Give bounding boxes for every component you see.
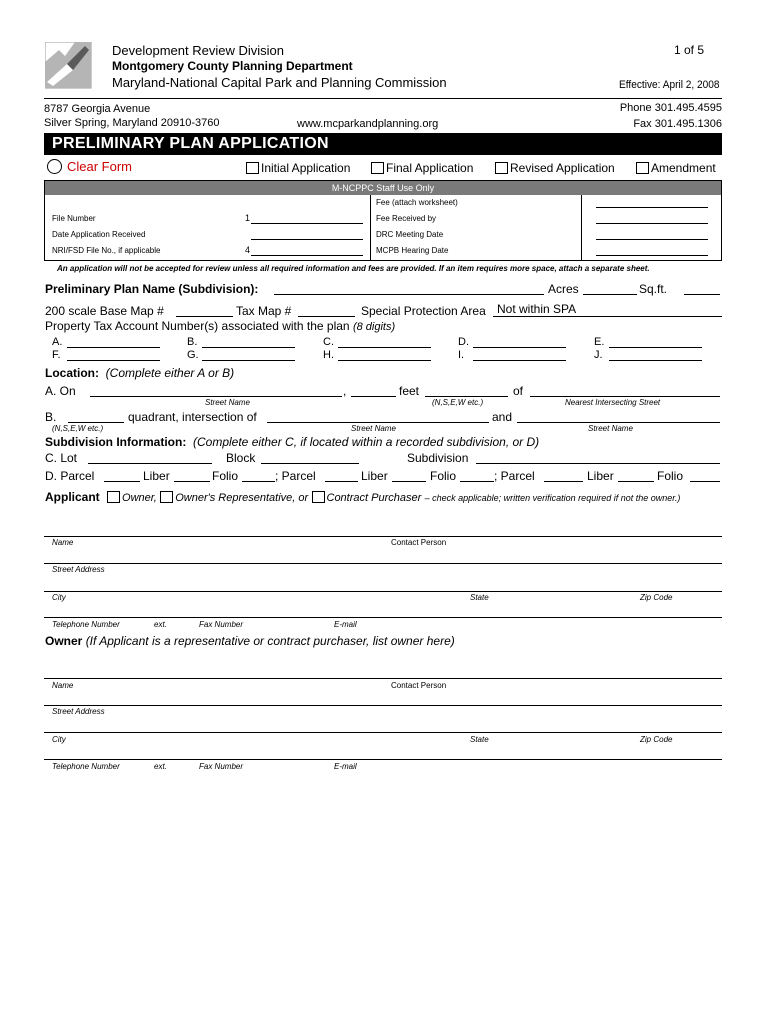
staff-label-fee-received: Fee Received by	[376, 214, 437, 223]
tax-letter: J.	[594, 349, 603, 361]
ext-caption: ext.	[154, 762, 167, 771]
state-caption: State	[470, 735, 489, 744]
division-name: Development Review Division	[112, 43, 284, 58]
owner-label: Owner	[45, 634, 83, 648]
feet-label: feet	[399, 384, 420, 398]
tax-account-note: (8 digits)	[352, 321, 396, 333]
parcel-label: D. Parcel	[45, 469, 95, 483]
tax-account-a[interactable]	[67, 347, 160, 348]
app-type-initial[interactable]	[246, 161, 350, 175]
contact-person-caption: Contact Person	[391, 538, 447, 547]
acres-field[interactable]	[583, 294, 637, 295]
liber-label-2: Liber	[361, 469, 388, 483]
folio-3-field[interactable]	[690, 481, 720, 482]
spa-label: Special Protection Area	[361, 304, 486, 318]
location-a-feet-field[interactable]	[351, 396, 396, 397]
staff-divider	[581, 195, 582, 261]
parcel-label-2: ; Parcel	[275, 469, 316, 483]
and-label: and	[492, 410, 513, 424]
owner-city-line[interactable]	[44, 732, 722, 733]
mcpb-date-field[interactable]	[596, 255, 708, 256]
fee-field[interactable]	[596, 207, 708, 208]
nsew-caption-b: (N,S,E,W etc.)	[52, 424, 104, 433]
nri-file-field[interactable]	[251, 255, 363, 256]
fax-caption: Fax Number	[199, 620, 244, 629]
staff-label-nri: NRI/FSD File No., if applicable	[52, 246, 161, 255]
spa-underline	[493, 316, 722, 317]
tax-account-f[interactable]	[67, 360, 160, 361]
app-type-label: Final Application	[386, 161, 474, 175]
app-type-final[interactable]	[371, 161, 473, 175]
plan-name-label: Preliminary Plan Name (Subdivision):	[45, 282, 259, 296]
tax-letter: B.	[187, 336, 198, 348]
subdivision-note: (Complete either C, if located within a recorded subdivision, or D)	[193, 435, 540, 449]
staff-prefix-1: 1	[245, 213, 251, 223]
folio-2-field[interactable]	[460, 481, 494, 482]
tax-letter: H.	[323, 349, 334, 361]
location-b-quadrant[interactable]	[68, 422, 124, 423]
applicant-name-line[interactable]	[44, 536, 722, 537]
base-map-label: 200 scale Base Map #	[45, 304, 164, 318]
tax-map-label: Tax Map #	[236, 304, 292, 318]
tax-account-label	[45, 319, 395, 333]
owner-heading	[45, 634, 455, 648]
fax-caption: Fax Number	[199, 762, 244, 771]
folio-label-2: Folio	[430, 469, 457, 483]
location-a-nearest[interactable]	[530, 396, 720, 397]
file-number-field[interactable]	[251, 223, 363, 224]
parcel-label-3: ; Parcel	[494, 469, 535, 483]
contact-person-caption: Contact Person	[391, 681, 447, 690]
location-b-street1[interactable]	[267, 422, 489, 423]
tax-account-h[interactable]	[338, 360, 431, 361]
staff-label-date: Date Application Received	[52, 230, 146, 239]
liber-label-3: Liber	[587, 469, 614, 483]
liber-2-field[interactable]	[392, 481, 426, 482]
location-a-direction[interactable]	[425, 396, 508, 397]
date-received-field[interactable]	[251, 239, 363, 240]
title-bar	[44, 133, 722, 155]
base-map-field[interactable]	[176, 316, 233, 317]
rep-option: Owner's Representative, or	[175, 492, 309, 504]
commission-name: Maryland-National Capital Park and Planning Commission	[112, 75, 447, 90]
street-name-caption-b1: Street Name	[351, 424, 396, 433]
tax-letter: E.	[594, 336, 605, 348]
checkbox-icon	[371, 162, 384, 174]
lot-label: C. Lot	[45, 451, 78, 465]
street-address: 8787 Georgia Avenue	[44, 103, 151, 115]
tax-account-d[interactable]	[473, 347, 566, 348]
tax-account-c[interactable]	[338, 347, 431, 348]
telephone-caption: Telephone Number	[52, 762, 120, 771]
tax-letter: F.	[52, 349, 61, 361]
parcel-2-field[interactable]	[325, 481, 358, 482]
tax-letter: C.	[323, 336, 334, 348]
website: www.mcparkandplanning.org	[297, 118, 439, 130]
applicant-city-line[interactable]	[44, 591, 722, 592]
city-caption: City	[52, 735, 66, 744]
name-caption: Name	[52, 538, 74, 547]
tax-map-field[interactable]	[298, 316, 355, 317]
subdivision-field-label: Subdivision	[407, 451, 469, 465]
tax-letter: G.	[187, 349, 199, 361]
owner-option: Owner,	[122, 492, 157, 504]
checkbox-icon	[495, 162, 508, 174]
telephone-caption: Telephone Number	[52, 620, 120, 629]
street-name-caption: Street Name	[205, 398, 250, 407]
street-name-caption-b2: Street Name	[588, 424, 633, 433]
clear-form-button[interactable]	[47, 159, 132, 174]
ext-caption: ext.	[154, 620, 167, 629]
clear-form-label: Clear Form	[67, 159, 133, 174]
state-caption: State	[470, 593, 489, 602]
checkbox-icon	[246, 162, 259, 174]
location-label: Location:	[45, 366, 99, 380]
tax-account-b[interactable]	[202, 347, 295, 348]
commission-logo	[45, 42, 93, 90]
tax-letter: A.	[52, 336, 63, 348]
applicant-phone-line[interactable]	[44, 617, 722, 618]
tax-account-e[interactable]	[609, 347, 702, 348]
location-heading	[45, 366, 234, 380]
email-caption: E-mail	[334, 620, 357, 629]
street-caption: Street Address	[52, 565, 105, 574]
owner-note: (If Applicant is a representative or contract purchaser, list owner here)	[85, 634, 455, 648]
cp-checkbox[interactable]	[312, 491, 325, 503]
quadrant-label: quadrant, intersection of	[128, 410, 257, 424]
checkbox-icon	[636, 162, 649, 174]
tax-letter: I.	[458, 349, 465, 361]
effective-date: Effective: April 2, 2008	[619, 79, 720, 91]
owner-name-line[interactable]	[44, 678, 722, 679]
city-caption: City	[52, 593, 66, 602]
city-address: Silver Spring, Maryland 20910-3760	[44, 117, 220, 129]
subdivision-heading	[45, 435, 539, 449]
email-caption: E-mail	[334, 762, 357, 771]
location-b-street2[interactable]	[517, 422, 720, 423]
app-type-label: Initial Application	[261, 161, 351, 175]
nsew-caption: (N,S,E,W etc.)	[432, 398, 484, 407]
liber-3-field[interactable]	[618, 481, 654, 482]
tax-account-j[interactable]	[609, 360, 702, 361]
radio-icon	[47, 159, 62, 174]
liber-1-field[interactable]	[174, 481, 210, 482]
page-number: 1 of 5	[674, 43, 705, 57]
staff-label-mcpb: MCPB Hearing Date	[376, 246, 449, 255]
staff-label-drc: DRC Meeting Date	[376, 230, 444, 239]
sqft-field[interactable]	[684, 294, 720, 295]
cp-option: Contract Purchaser	[326, 492, 422, 504]
parcel-3-field[interactable]	[544, 481, 583, 482]
street-caption: Street Address	[52, 707, 105, 716]
zip-caption: Zip Code	[640, 593, 673, 602]
sqft-label: Sq.ft.	[639, 282, 668, 296]
location-a-street[interactable]	[90, 396, 342, 397]
fax: Fax 301.495.1306	[633, 118, 722, 130]
tax-account-g[interactable]	[202, 360, 295, 361]
block-field[interactable]	[261, 463, 359, 464]
app-type-label: Amendment	[651, 161, 716, 175]
nearest-street-caption: Nearest Intersecting Street	[565, 398, 661, 407]
block-label: Block	[226, 451, 256, 465]
owner-street-line[interactable]	[44, 705, 722, 706]
location-note: (Complete either A or B)	[105, 366, 235, 380]
app-type-revised[interactable]	[495, 161, 615, 175]
location-a-label: A. On	[45, 384, 76, 398]
staff-label-file: File Number	[52, 214, 96, 223]
fee-received-field[interactable]	[596, 223, 708, 224]
name-caption: Name	[52, 681, 74, 690]
tax-letter: D.	[458, 336, 469, 348]
staff-use-header: M-NCPPC Staff Use Only	[45, 181, 721, 195]
zip-caption: Zip Code	[640, 735, 673, 744]
owner-phone-line[interactable]	[44, 759, 722, 760]
notice-text: An application will not be accepted for review unless all required information and fees are provided. If an item requires more space, attach a separate sheet.	[57, 264, 650, 273]
subdivision-field[interactable]	[476, 463, 720, 464]
folio-1-field[interactable]	[242, 481, 275, 482]
header-divider	[44, 98, 722, 99]
of-label: of	[513, 384, 524, 398]
app-type-amendment[interactable]	[636, 161, 716, 175]
acres-label: Acres	[548, 282, 579, 296]
drc-date-field[interactable]	[596, 239, 708, 240]
tax-account-i[interactable]	[473, 360, 566, 361]
owner-checkbox[interactable]	[107, 491, 120, 503]
applicant-note: – check applicable; written verification required if not the owner.)	[424, 493, 681, 503]
folio-label: Folio	[212, 469, 239, 483]
staff-label-fee: Fee (attach worksheet)	[376, 198, 458, 207]
department-name: Montgomery County Planning Department	[112, 59, 353, 73]
staff-divider	[370, 195, 371, 261]
comma: ,	[343, 384, 347, 398]
parcel-1-field[interactable]	[104, 481, 140, 482]
location-b-label: B.	[45, 410, 57, 424]
staff-prefix-4: 4	[245, 245, 251, 255]
lot-field[interactable]	[88, 463, 212, 464]
app-type-label: Revised Application	[510, 161, 615, 175]
liber-label: Liber	[143, 469, 170, 483]
applicant-street-line[interactable]	[44, 563, 722, 564]
spa-value[interactable]: Not within SPA	[497, 302, 577, 316]
rep-checkbox[interactable]	[160, 491, 173, 503]
tax-account-text: Property Tax Account Number(s) associated with the plan	[45, 319, 350, 333]
folio-label-3: Folio	[657, 469, 684, 483]
applicant-row	[45, 490, 680, 504]
applicant-label: Applicant	[45, 490, 100, 504]
phone: Phone 301.495.4595	[619, 102, 722, 114]
page-title: PRELIMINARY PLAN APPLICATION	[52, 135, 329, 152]
plan-name-field[interactable]	[274, 294, 544, 295]
subdivision-label: Subdivision Information:	[45, 435, 187, 449]
